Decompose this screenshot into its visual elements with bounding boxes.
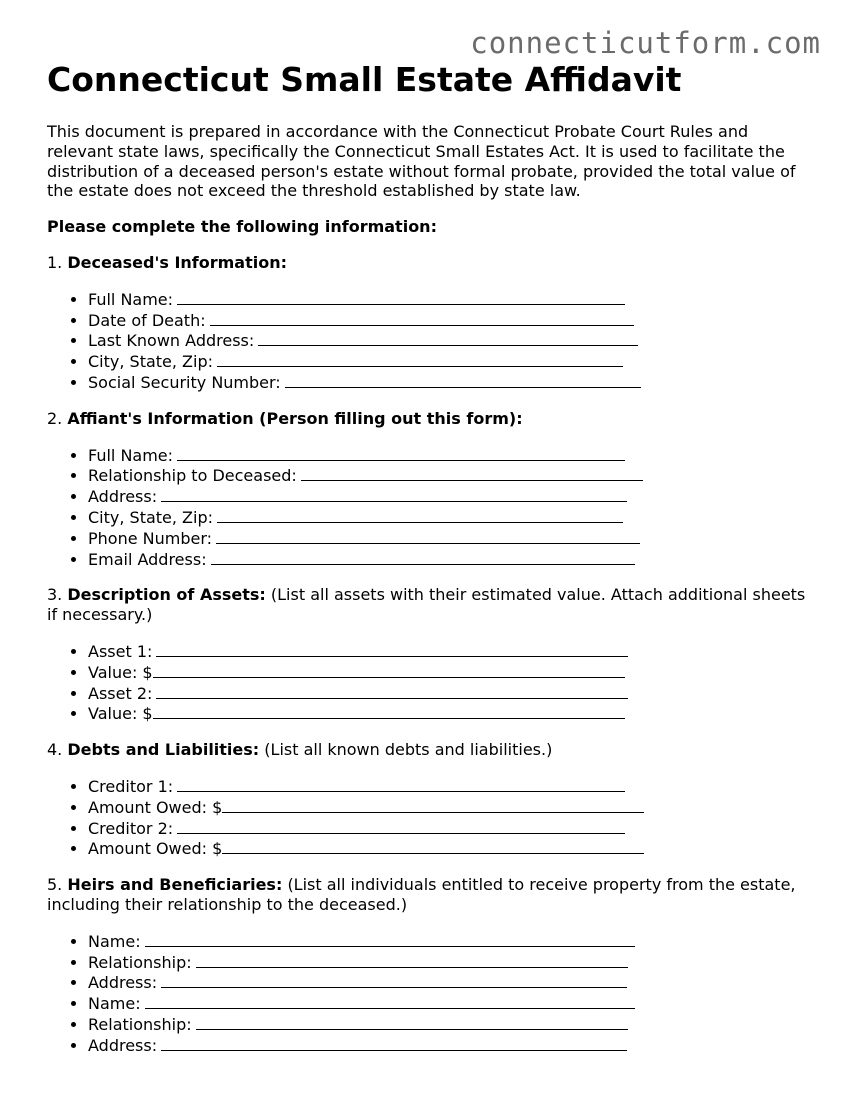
field-asset-1 (88, 641, 807, 662)
field-label: Address: (88, 487, 158, 507)
field-label: Social Security Number: (88, 372, 281, 392)
field-heir-1-name (88, 931, 807, 952)
blank-line[interactable] (156, 641, 628, 657)
section-note: (List all individuals entitled to receive property from the estate, including their relationship to the deceased.) (47, 875, 796, 914)
field-label: Value: $ (88, 704, 153, 724)
field-deceased-full-name (88, 289, 807, 310)
blank-line[interactable] (211, 549, 635, 565)
blank-line[interactable] (217, 507, 623, 523)
site-watermark: connecticutform.com (470, 26, 821, 60)
blank-line[interactable] (222, 797, 644, 813)
field-creditor-1 (88, 776, 807, 797)
section-number: 3. (47, 585, 63, 605)
section-number: 4. (47, 740, 63, 760)
field-heir-2-relationship (88, 1014, 807, 1035)
section-number: 2. (47, 408, 63, 428)
field-creditor-2 (88, 818, 807, 839)
blank-line[interactable] (145, 931, 635, 947)
blank-line[interactable] (161, 1035, 627, 1051)
field-label: Amount Owed: $ (88, 839, 223, 859)
field-heir-2-address (88, 1035, 807, 1056)
field-label: Value: $ (88, 662, 153, 682)
form-body (47, 122, 807, 1071)
field-label: Full Name: (88, 445, 174, 465)
field-email-address (88, 549, 807, 570)
intro-paragraph: This document is prepared in accordance with the Connecticut Probate Court Rules and relevant state laws, specifically the Connecticut Small Estates Act. It is used to facilitate the distribution of a deceased person's estate without formal probate, provided the total value of the estate does not exceed the threshold established by state law. (47, 122, 796, 201)
section-assets-heading (47, 585, 807, 625)
field-label: Date of Death: (88, 310, 206, 330)
field-label: Name: (88, 994, 141, 1014)
field-amount-owed-2 (88, 838, 807, 859)
field-label: Relationship: (88, 952, 192, 972)
section-affiant-fields (47, 445, 807, 570)
field-label: Creditor 2: (88, 818, 174, 838)
field-label: Relationship to Deceased: (88, 466, 297, 486)
field-asset-2-value (88, 703, 807, 724)
blank-line[interactable] (222, 838, 644, 854)
section-number: 1. (47, 252, 63, 272)
field-label: City, State, Zip: (88, 507, 214, 527)
blank-line[interactable] (217, 351, 623, 367)
field-label: Email Address: (88, 549, 207, 569)
section-title: Debts and Liabilities: (67, 740, 260, 760)
field-affiant-address (88, 486, 807, 507)
section-debts-fields (47, 776, 807, 859)
section-title: Deceased's Information: (67, 252, 288, 272)
section-note: (List all known debts and liabilities.) (264, 740, 553, 760)
field-label: Last Known Address: (88, 331, 255, 351)
blank-line[interactable] (153, 662, 625, 678)
section-deceased-heading (47, 253, 807, 273)
page-title: Connecticut Small Estate Affidavit (47, 60, 682, 99)
blank-line[interactable] (177, 776, 625, 792)
blank-line[interactable] (153, 703, 625, 719)
blank-line[interactable] (177, 818, 625, 834)
field-deceased-city-state-zip (88, 351, 807, 372)
field-label: City, State, Zip: (88, 352, 214, 372)
section-title: Heirs and Beneficiaries: (67, 875, 283, 895)
blank-line[interactable] (301, 465, 643, 481)
section-heirs-fields (47, 931, 807, 1056)
field-label: Creditor 1: (88, 776, 174, 796)
field-last-known-address (88, 330, 807, 351)
blank-line[interactable] (216, 528, 640, 544)
field-heir-1-address (88, 972, 807, 993)
field-amount-owed-1 (88, 797, 807, 818)
field-affiant-full-name (88, 445, 807, 466)
section-assets-fields (47, 641, 807, 724)
field-asset-2 (88, 683, 807, 704)
field-label: Full Name: (88, 289, 174, 309)
section-number: 5. (47, 875, 63, 895)
blank-line[interactable] (161, 972, 627, 988)
blank-line[interactable] (177, 445, 625, 461)
section-title: Description of Assets: (67, 585, 266, 605)
field-label: Relationship: (88, 1014, 192, 1034)
blank-line[interactable] (196, 1014, 628, 1030)
section-note: (List all assets with their estimated value. Attach additional sheets if necessary.) (47, 585, 806, 625)
blank-line[interactable] (156, 683, 628, 699)
field-affiant-city-state-zip (88, 507, 807, 528)
blank-line[interactable] (145, 993, 635, 1009)
field-label: Name: (88, 931, 141, 951)
field-relationship-to-deceased (88, 465, 807, 486)
blank-line[interactable] (196, 952, 628, 968)
field-label: Amount Owed: $ (88, 797, 223, 817)
blank-line[interactable] (210, 310, 634, 326)
field-date-of-death (88, 310, 807, 331)
field-label: Phone Number: (88, 528, 213, 548)
section-title: Affiant's Information (Person filling out this form): (67, 408, 523, 428)
field-label: Address: (88, 973, 158, 993)
field-social-security-number (88, 372, 807, 393)
field-heir-2-name (88, 993, 807, 1014)
blank-line[interactable] (177, 289, 625, 305)
field-phone-number (88, 528, 807, 549)
blank-line[interactable] (285, 372, 641, 388)
section-debts-heading (47, 740, 807, 760)
field-asset-1-value (88, 662, 807, 683)
instruction-text: Please complete the following information: (47, 217, 437, 237)
section-affiant-heading (47, 409, 807, 429)
field-label: Address: (88, 1035, 158, 1055)
field-label: Asset 2: (88, 683, 153, 703)
field-heir-1-relationship (88, 952, 807, 973)
section-heirs-heading (47, 875, 807, 915)
section-deceased-fields (47, 289, 807, 393)
blank-line[interactable] (258, 330, 638, 346)
blank-line[interactable] (161, 486, 627, 502)
field-label: Asset 1: (88, 641, 153, 661)
